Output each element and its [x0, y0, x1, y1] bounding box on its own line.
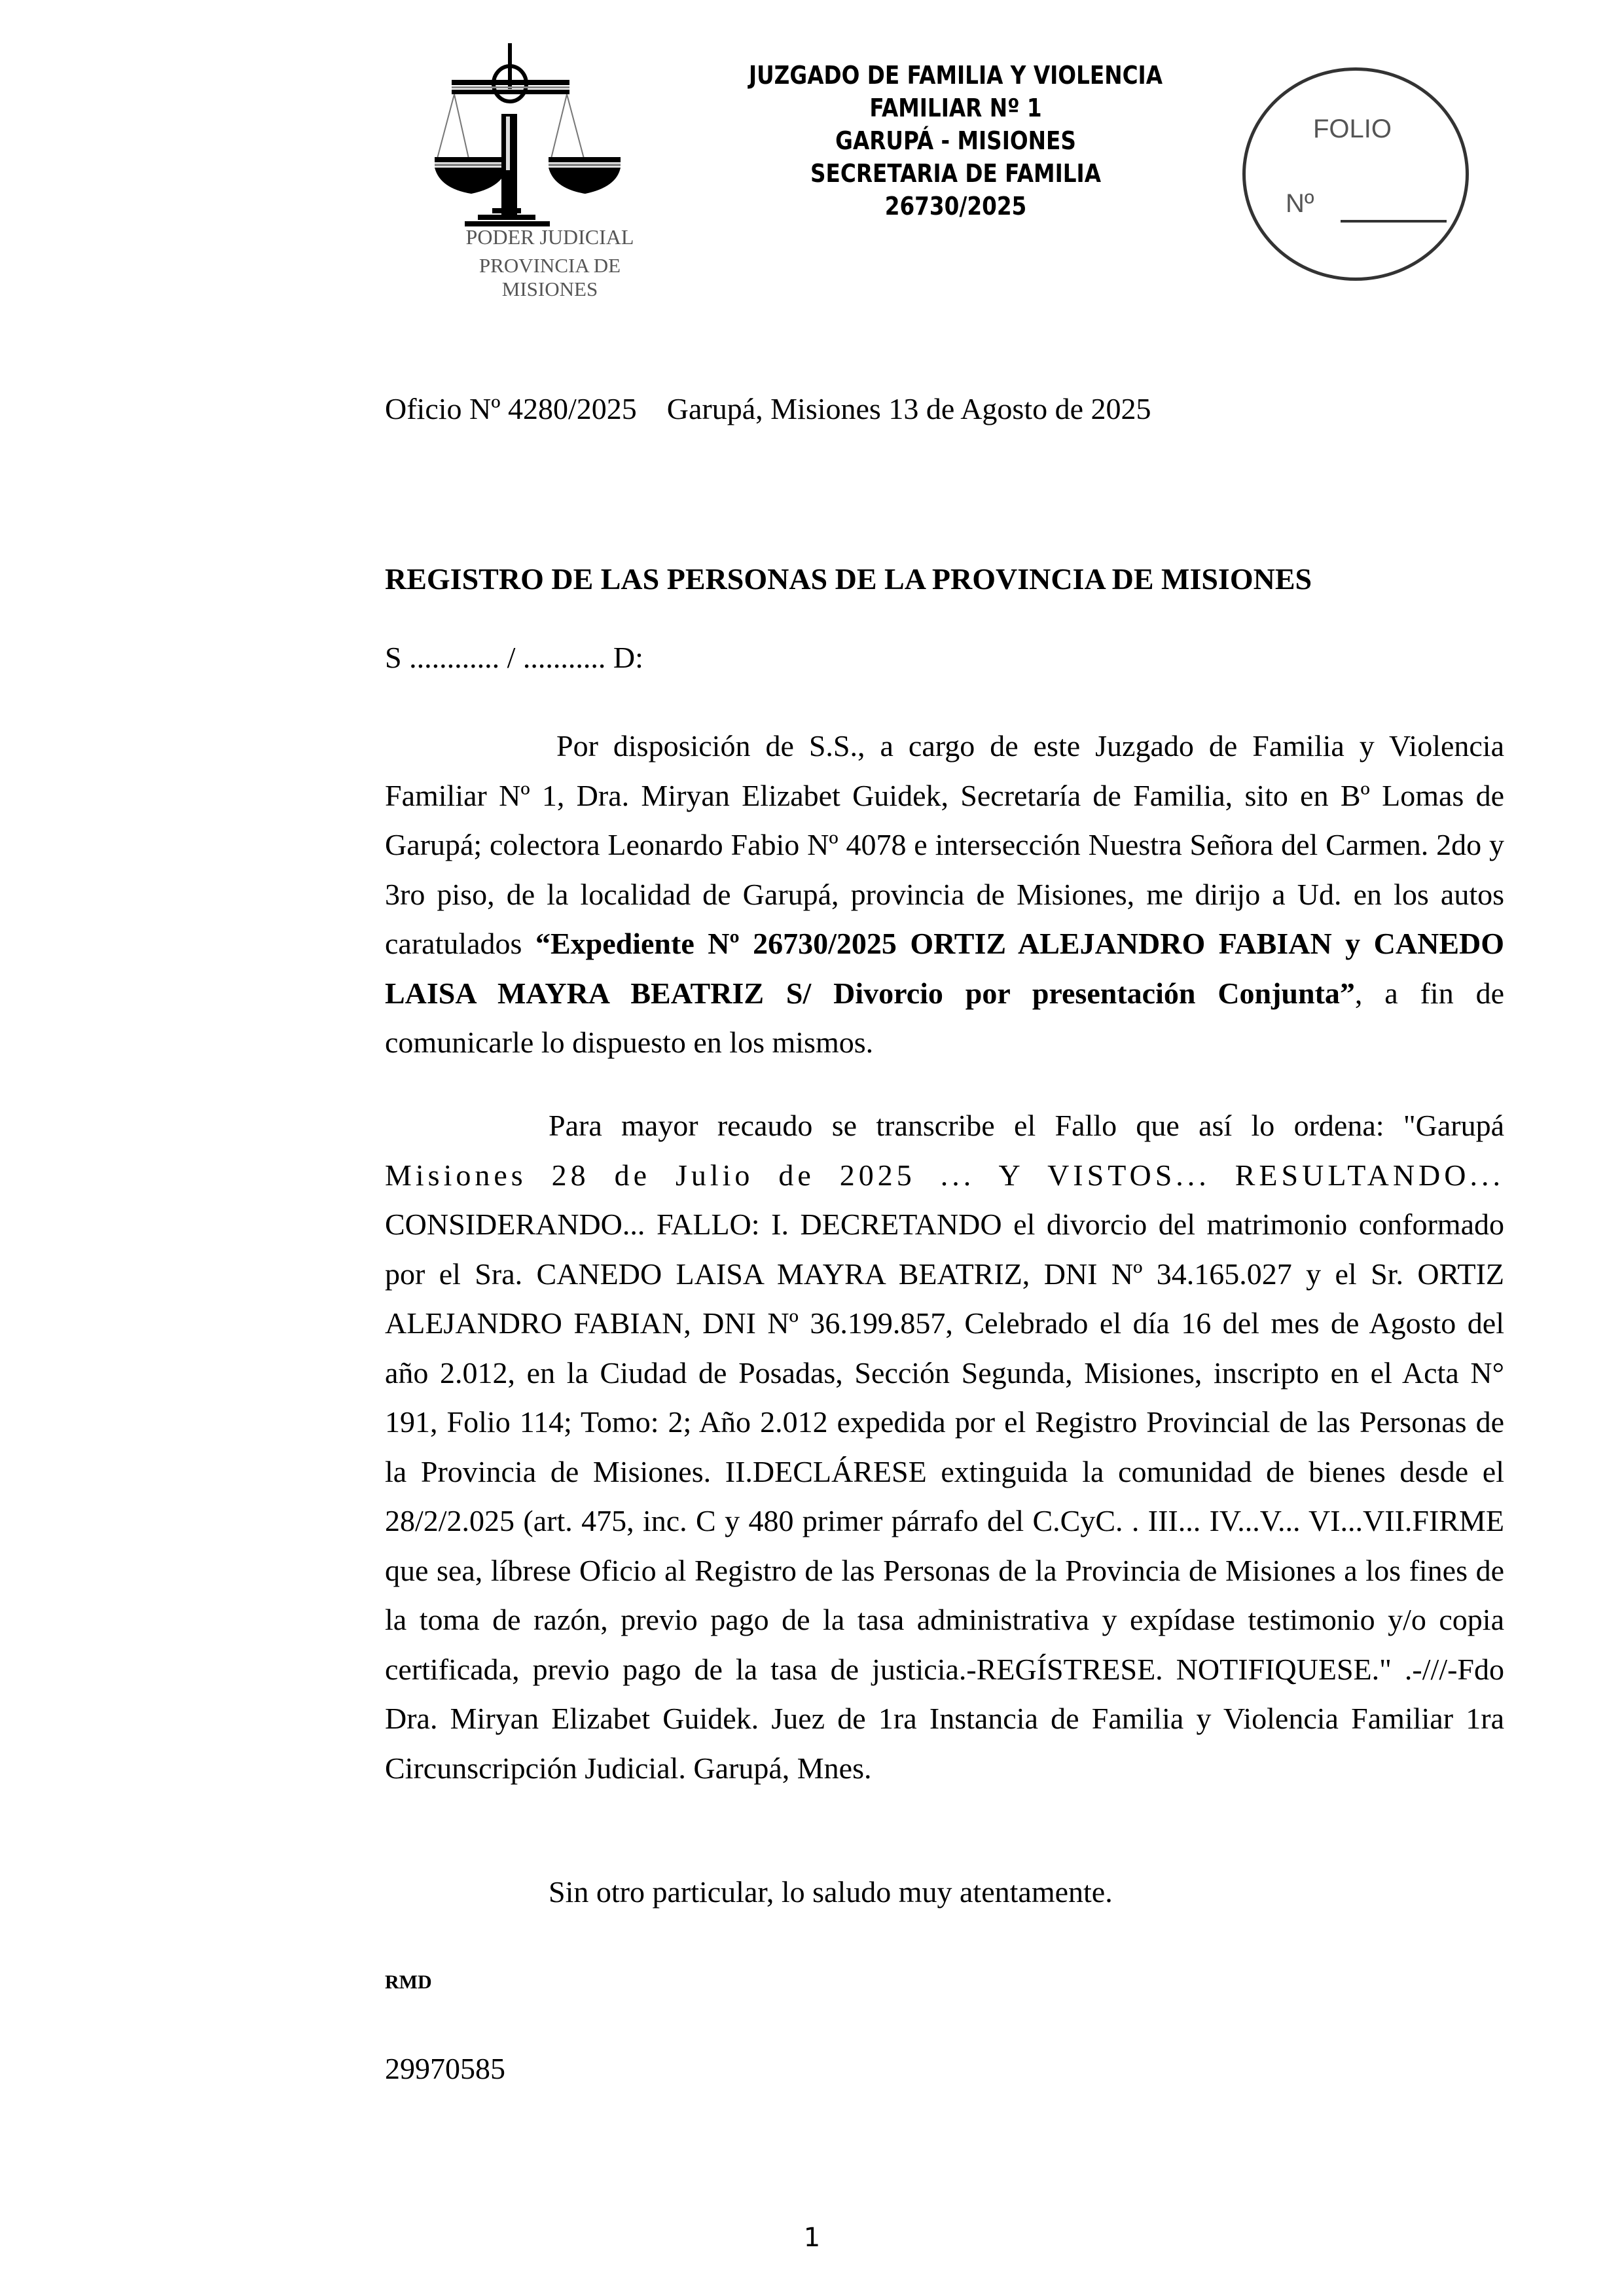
- folio-number-label: Nº: [1286, 189, 1314, 218]
- stamp-circle: [1242, 67, 1469, 281]
- recipient-heading: REGISTRO DE LAS PERSONAS DE LA PROVINCIA DE MISIONES: [385, 562, 1312, 596]
- oficio-date-line: Oficio Nº 4280/2025 Garupá, Misiones 13 de Agosto de 2025: [385, 392, 1151, 425]
- folio-stamp: [1242, 67, 1473, 283]
- court-header-line: GARUPÁ - MISIONES: [835, 126, 1076, 155]
- folio-number-blank: [1341, 220, 1447, 223]
- case-title: “Expediente Nº 26730/2025 ORTIZ ALEJANDRO FABIAN y CANEDO LAISA MAYRA BEATRIZ S/ Divorcio por presentación Conjunta”: [385, 927, 1504, 1010]
- salutation: S ............ / ........... D:: [385, 641, 643, 674]
- court-header-line: SECRETARIA DE FAMILIA: [810, 159, 1102, 188]
- body-paragraph-1: [385, 721, 1504, 1067]
- paragraph-intro: Por disposición de S.S., a cargo de este Juzgado de Familia y Violencia Familiar Nº 1, Dra. Miryan Elizabet Guidek, Secretaría de Familia, sito en Bº Lomas de Garupá; colectora Leonardo Fabio Nº 4078 e intersección Nuestra Señora del Carmen. 2do y 3ro piso, de la localidad de Garupá, provincia de Misiones, me dirijo a Ud. en los autos caratulados: [385, 729, 1504, 960]
- court-header-line: FAMILIAR Nº 1: [869, 94, 1042, 122]
- ruling-date-spaced: Misiones 28 de Julio de 2025 ... Y VISTOS... RESULTANDO...: [385, 1158, 1504, 1192]
- case-number: 26730/2025: [884, 192, 1027, 221]
- reference-number: 29970585: [385, 2052, 505, 2085]
- folio-label: FOLIO: [1313, 115, 1392, 143]
- logo-text-provincia: PROVINCIA DE MISIONES: [478, 254, 621, 300]
- ruling-intro: Para mayor recaudo se transcribe el Fallo que así lo ordena: "Garupá: [549, 1109, 1504, 1142]
- ruling-text: CONSIDERANDO... FALLO: I. DECRETANDO el divorcio del matrimonio conformado por el Sra. CANEDO LAISA MAYRA BEATRIZ, DNI Nº 34.165.027 y el Sr. ORTIZ ALEJANDRO FABIAN, DNI Nº 36.199.857, Celebrado el día 16 del mes de Agosto del año 2.012, en la Ciudad de Posadas, Sección Segunda, Misiones, inscripto en el Acta N° 191, Folio 114; Tomo: 2; Año 2.012 expedida por el Registro Provincial de las Personas de la Provincia de Misiones. II.DECLÁRESE extinguida la comunidad de bienes desde el 28/2/2.025 (art. 475, inc. C y 480 primer párrafo del C.CyC. . III... IV...V... VI...VII.FIRME que sea, líbrese Oficio al Registro de las Personas de la Provincia de Misiones a los fines de la toma de razón, previo pago de la tasa administrativa y expídase testimonio y/o copia certificada, previo pago de la tasa de justicia.-REGÍSTRESE. NOTIFIQUESE." .-///-Fdo Dra. Miryan Elizabet Guidek. Juez de 1ra Instancia de Familia y Violencia Familiar 1ra Circunscripción Judicial. Garupá, Mnes.: [385, 1208, 1504, 1785]
- judicial-logo: [432, 43, 668, 300]
- logo-text-poder-judicial: PODER JUDICIAL: [465, 225, 634, 249]
- author-initials: RMD: [385, 1971, 432, 1993]
- scales-of-justice-icon: [432, 43, 668, 226]
- court-header: [731, 59, 1181, 223]
- court-header-line: JUZGADO DE FAMILIA Y VIOLENCIA: [748, 61, 1163, 90]
- paragraph-outro: , a fin de comunicarle lo dispuesto en los mismos.: [385, 976, 1504, 1059]
- page-number: 1: [803, 2223, 821, 2253]
- closing-line: Sin otro particular, lo saludo muy atentamente.: [549, 1875, 1113, 1909]
- body-paragraph-2: [385, 1101, 1504, 1793]
